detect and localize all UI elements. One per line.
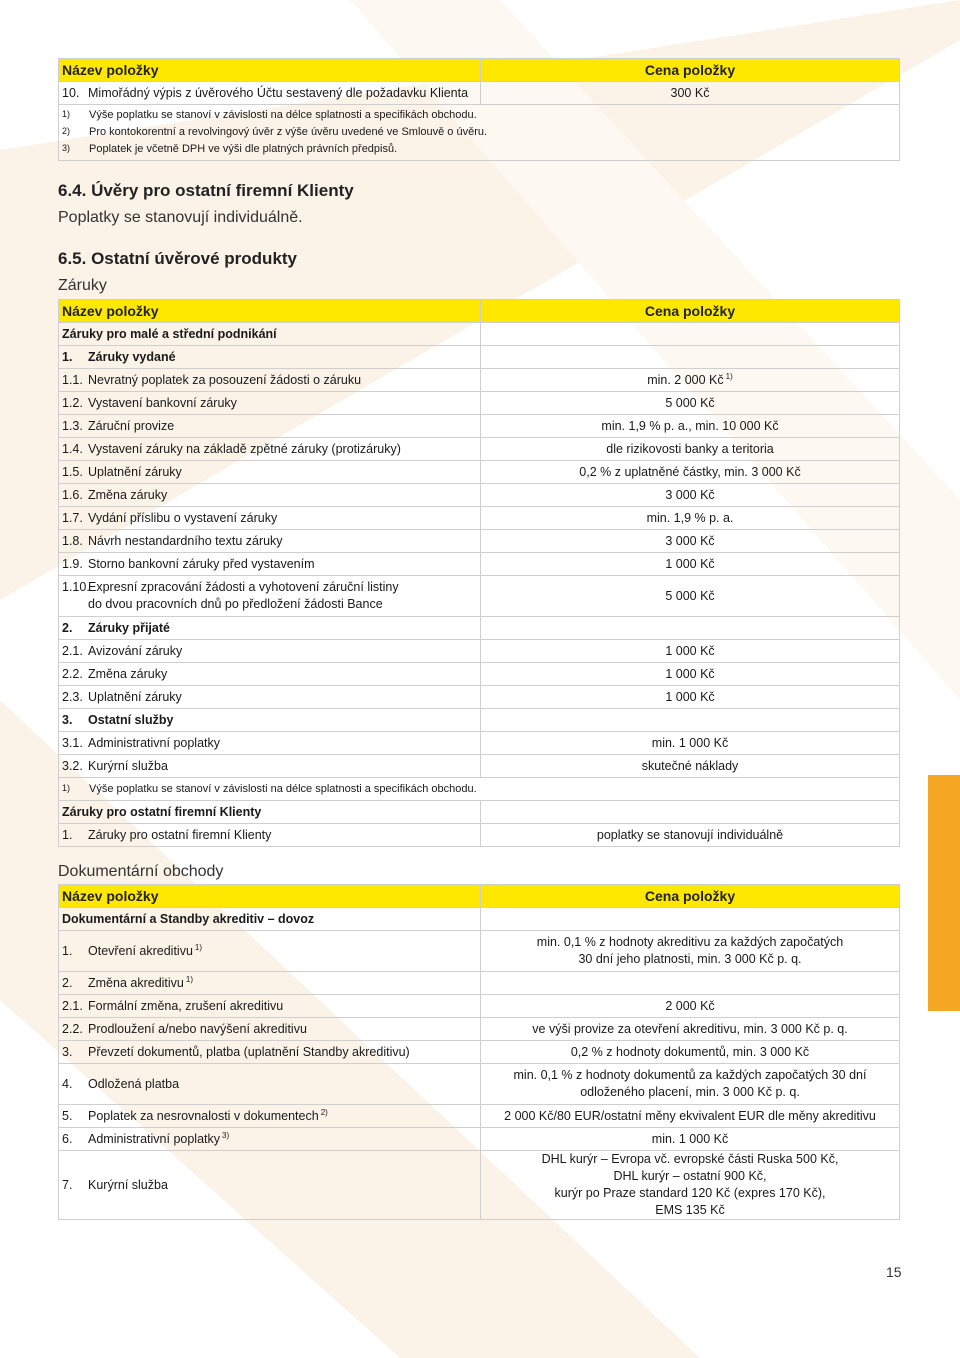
documentary-table [58,884,900,1220]
table-row: 2. Změna akreditivu $^{1)}$ [59,972,900,995]
row-price: 300 Kč [481,82,900,105]
table-header [59,300,900,323]
footnote: 1) Výše poplatku se stanoví v závislosti na délce splatnosti a specifikách obchodu. [62,109,477,121]
header-name: Název položky [59,59,481,82]
table-row: 1. Záruky pro ostatní firemní Klienty poplatky se stanovují individuálně [59,824,900,847]
footnote: 3) Poplatek je včetně DPH ve výši dle platných právních předpisů. [62,143,398,155]
table-row: 2.1. Avizování záruky 1 000 Kč [59,640,900,663]
row-label: Mimořádný výpis z úvěrového Účtu sestavený dle požadavku Klienta [88,85,469,100]
table-row: 1.4. Vystavení záruky na základě zpětné záruky (protizáruky) dle rizikovosti banky a teritoria [59,438,900,461]
header-name: Název položky [59,885,481,908]
group-title-row: Dokumentární a Standby akreditiv – dovoz [59,908,900,931]
table-row: 1.1. Nevratný poplatek za posouzení žádosti o záruku min. 2 000 Kč $^{1)}$ [59,369,900,392]
section-subtitle-zaruky: Záruky [58,277,107,294]
table-row: 3.2. Kurýrní služba skutečné náklady [59,755,900,778]
section-subtitle-6-4: Poplatky se stanovují individuálně. [58,209,303,226]
group-title-row: Záruky pro malé a střední podnikání [59,323,900,346]
table-row [59,82,900,105]
guarantees-table [58,299,900,847]
loan-fees-table [58,58,900,161]
table-row: 4. Odložená platba min. 0,1 % z hodnoty dokumentů za každých započatých 30 dní odloženého placení, min. 3 000 Kč p. q. [59,1064,900,1105]
header-price: Cena položky [481,300,900,323]
table-row: 1.10.Expresní zpracování žádosti a vyhotovení záruční listiny do dvou pracovních dnů po předložení žádosti Bance 5 000 Kč [59,576,900,617]
table-row: 1.7. Vydání příslibu o vystavení záruky min. 1,9 % p. a. [59,507,900,530]
table-row: 1.2. Vystavení bankovní záruky 5 000 Kč [59,392,900,415]
table-row: 2.1. Formální změna, zrušení akreditivu 2 000 Kč [59,995,900,1018]
table-header [59,885,900,908]
footnote: 2) Pro kontokorentní a revolvingový úvěr z výše úvěru uvedené ve Smlouvě o úvěru. [62,126,488,138]
row-number: 10. [62,85,80,100]
group-row: 3. Ostatní služby [59,709,900,732]
group-row: 2. Záruky přijaté [59,617,900,640]
table-row: 1.6. Změna záruky 3 000 Kč [59,484,900,507]
header-name: Název položky [59,300,481,323]
table-row: 1.5. Uplatnění záruky 0,2 % z uplatněné částky, min. 3 000 Kč [59,461,900,484]
table-header [59,59,900,82]
table-row: 3.1. Administrativní poplatky min. 1 000 Kč [59,732,900,755]
table-row: 1. Otevření akreditivu $^{1)}$ min. 0,1 % z hodnoty akreditivu za každých započatých 30 dní jeho platnosti, min. 3 000 Kč p. q. [59,931,900,972]
table-row: 2.2. Změna záruky 1 000 Kč [59,663,900,686]
footnotes-row [59,105,900,161]
section-title-6-5: 6.5. Ostatní úvěrové produkty [58,249,298,268]
table-row: 2.2. Prodloužení a/nebo navýšení akreditivu ve výši provize za otevření akreditivu, min. 3 000 Kč p. q. [59,1018,900,1041]
table-row: 5. Poplatek za nesrovnalosti v dokumentech $^{2)}$ 2 000 Kč/80 EUR/ostatní měny ekvivalent EUR dle měny akreditivu [59,1105,900,1128]
group-title-row: Záruky pro ostatní firemní Klienty [59,801,900,824]
table-row: 1.9. Storno bankovní záruky před vystavením 1 000 Kč [59,553,900,576]
section-title-6-4: 6.4. Úvěry pro ostatní firemní Klienty [58,181,354,200]
table-row: 3. Převzetí dokumentů, platba (uplatnění Standby akreditivu) 0,2 % z hodnoty dokumentů, min. 3 000 Kč [59,1041,900,1064]
page-number: 15 [886,1264,902,1280]
table-row: 1.8. Návrh nestandardního textu záruky 3 000 Kč [59,530,900,553]
table-row: 7. Kurýrní služba DHL kurýr – Evropa vč. evropské části Ruska 500 Kč, DHL kurýr – ostatní 900 Kč, kurýr po Praze standard 120 Kč (expres 170 Kč), EMS 135 Kč [59,1151,900,1220]
section-subtitle-dokumentarni: Dokumentární obchody [58,863,224,880]
table-row: 6. Administrativní poplatky $^{3)}$ min. 1 000 Kč [59,1128,900,1151]
header-price: Cena položky [481,885,900,908]
footnote-row: 1) Výše poplatku se stanoví v závislosti na délce splatnosti a specifikách obchodu. [59,778,900,801]
header-price: Cena položky [481,59,900,82]
group-row: 1. Záruky vydané [59,346,900,369]
table-row: 2.3. Uplatnění záruky 1 000 Kč [59,686,900,709]
page-content [58,58,900,1220]
side-accent-bar [928,775,960,1011]
table-row: 1.3. Záruční provize min. 1,9 % p. a., min. 10 000 Kč [59,415,900,438]
